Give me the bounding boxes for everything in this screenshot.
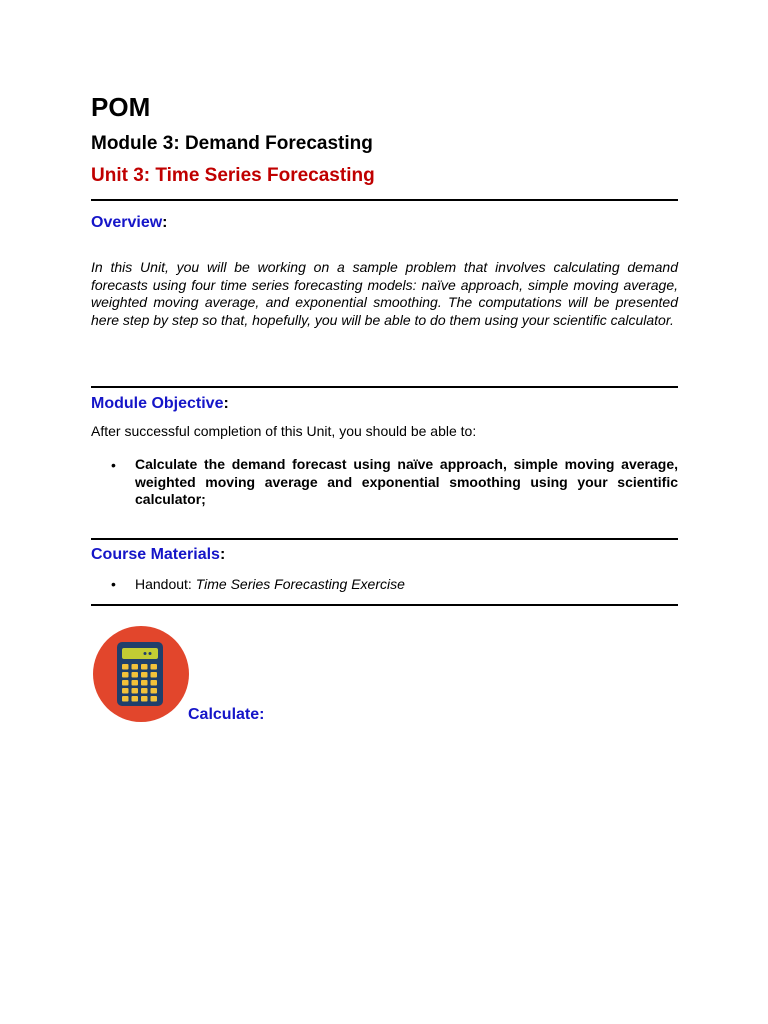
divider (91, 386, 678, 388)
calculator-key (122, 688, 129, 694)
bullet-icon: • (111, 576, 116, 592)
calculator-key (122, 696, 129, 702)
calculator-key (151, 680, 158, 686)
module-title: Module 3: Demand Forecasting (91, 133, 373, 154)
divider (91, 538, 678, 540)
calculator-key (132, 696, 139, 702)
calculator-key (132, 672, 139, 678)
materials-item (135, 575, 678, 593)
divider (91, 199, 678, 201)
course-materials-heading (91, 545, 225, 565)
calculator-key (132, 688, 139, 694)
overview-heading-colon: : (162, 214, 168, 231)
overview-text: In this Unit, you will be working on a sample problem that involves calculating demand forecasts using four time series forecasting models: naïve approach, simple moving average, weighted moving average, and exponential smoothing. The computations will be presented here step by step so that, hopefully, you will be able to do them using your scientific calculator. (91, 259, 678, 328)
module-objective-heading-colon: : (223, 395, 229, 412)
overview-heading-label: Overview (91, 214, 163, 231)
materials-item-title: Time Series Forecasting Exercise (195, 576, 405, 592)
calculator-key (141, 672, 148, 678)
course-materials-heading-colon: : (219, 546, 226, 563)
calculator-key (151, 696, 158, 702)
calculator-key (122, 680, 129, 686)
unit-title: Unit 3: Time Series Forecasting (91, 165, 375, 186)
module-objective-heading (91, 394, 229, 414)
document-title: POM (91, 92, 151, 122)
calculator-key (141, 664, 148, 670)
materials-item-prefix: Handout: (135, 576, 196, 592)
calculator-key (132, 680, 139, 686)
calculator-key (141, 680, 148, 686)
calculate-label: Calculate: (188, 706, 265, 723)
calculator-screen-dot (149, 652, 152, 655)
course-materials-heading-label: Course Materials (91, 546, 220, 563)
module-objective-heading-label: Module Objective (91, 395, 224, 412)
calculator-icon (93, 626, 189, 722)
calculator-key (151, 672, 158, 678)
calculator-key (122, 672, 129, 678)
calculator-screen-dot (144, 652, 147, 655)
calculator-key (151, 688, 158, 694)
overview-heading (91, 213, 167, 233)
calculator-screen (122, 648, 158, 659)
calculator-key (141, 696, 148, 702)
objective-item: Calculate the demand forecast using naïve approach, simple moving average, weighted moving average and exponential smoothing using your scientific calculator; (135, 456, 678, 508)
calculator-key (132, 664, 139, 670)
objective-intro: After successful completion of this Unit, you should be able to: (91, 423, 477, 439)
divider (91, 604, 678, 606)
calculator-key (122, 664, 129, 670)
calculator-key (151, 664, 158, 670)
calculator-key (141, 688, 148, 694)
bullet-icon: • (111, 457, 116, 473)
